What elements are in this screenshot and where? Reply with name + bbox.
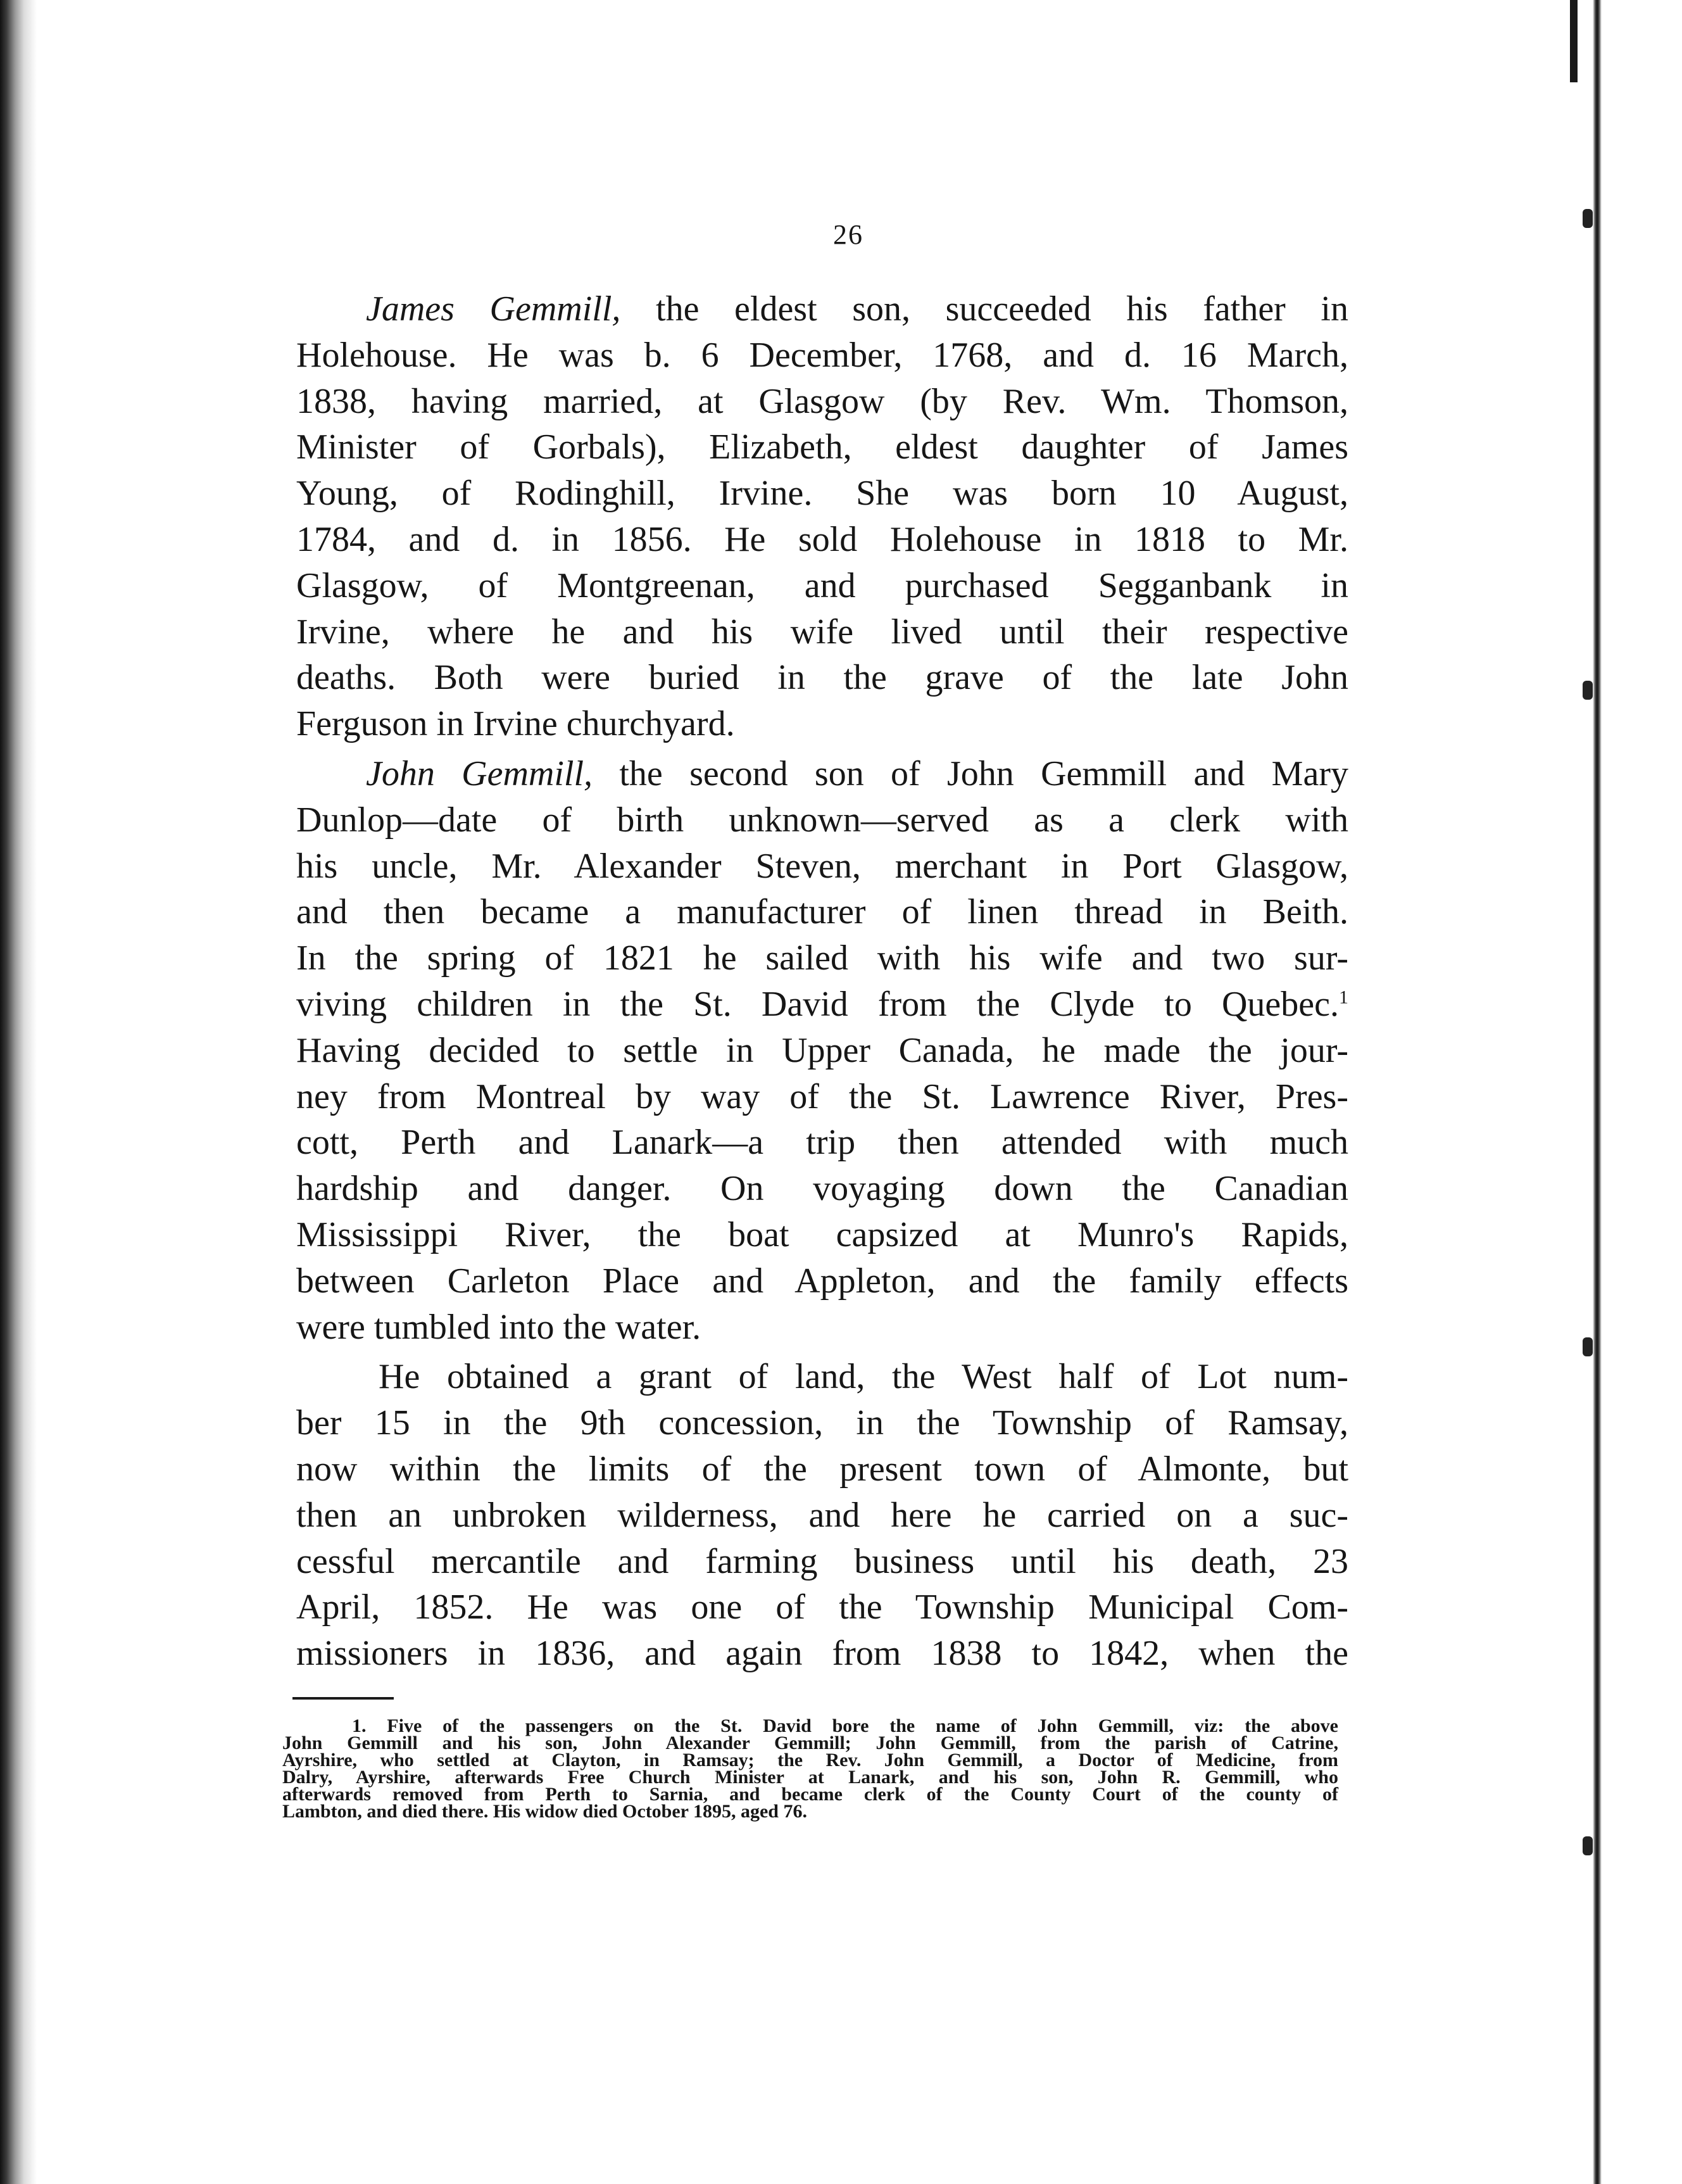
- paragraph-line: and then became a manufacturer of linen thread in Beith.: [296, 892, 1348, 932]
- paragraph-line: his uncle, Mr. Alexander Steven, merchant in Port Glasgow,: [296, 846, 1348, 886]
- paragraph-line: ber 15 in the 9th concession, in the Township of Ramsay,: [296, 1403, 1348, 1443]
- footnote: [282, 1717, 1338, 1820]
- person-name: James Gemmill,: [366, 289, 621, 329]
- footnote-rule: [292, 1697, 394, 1700]
- edge-mark: [1583, 1836, 1593, 1855]
- paragraph: [296, 1354, 1348, 1677]
- footnote-line: Dalry, Ayrshire, afterwards Free Church Minister at Lanark, and his son, John R. Gemmill, who: [282, 1767, 1338, 1788]
- paragraph-line: between Carleton Place and Appleton, and the family effects: [296, 1261, 1348, 1301]
- page-number: 26: [833, 219, 863, 250]
- person-name: John Gemmill,: [366, 754, 593, 793]
- paragraph-line: He obtained a grant of land, the West half of Lot num-: [379, 1357, 1348, 1397]
- paragraph-line: viving children in the St. David from the Clyde to Quebec.$^1$: [296, 984, 1348, 1024]
- paragraph: [296, 751, 1348, 1350]
- paragraph-line: Glasgow, of Montgreenan, and purchased Segganbank in: [296, 565, 1348, 605]
- paragraph-line: Irvine, where he and his wife lived until their respective: [296, 612, 1348, 652]
- body-text: [296, 286, 1348, 1677]
- footnote-line: Ayrshire, who settled at Clayton, in Ramsay; the Rev. John Gemmill, a Doctor of Medicine, from: [282, 1750, 1338, 1771]
- paragraph-line: In the spring of 1821 he sailed with his wife and two sur-: [296, 938, 1348, 978]
- paragraph-line: Holehouse. He was b. 6 December, 1768, and d. 16 March,: [296, 335, 1348, 375]
- paragraph-line: now within the limits of the present town of Almonte, but: [296, 1449, 1348, 1489]
- paragraph-line: cessful mercantile and farming business until his death, 23: [296, 1541, 1348, 1581]
- paragraph-line: Ferguson in Irvine churchyard.: [296, 704, 735, 744]
- paragraph-line: were tumbled into the water.: [296, 1307, 701, 1347]
- scan-edge-shadow: [1570, 0, 1578, 82]
- scan-page-gutter: [0, 0, 37, 2184]
- paragraph-line: Having decided to settle in Upper Canada, he made the jour-: [296, 1030, 1348, 1070]
- paragraph-line: April, 1852. He was one of the Township Municipal Com-: [296, 1588, 1348, 1627]
- scan-right-edge: [1593, 0, 1602, 2184]
- paragraph-line: deaths. Both were buried in the grave of the late John: [296, 658, 1348, 698]
- footnote-line: John Gemmill and his son, John Alexander Gemmill; John Gemmill, from the parish of Catrine,: [282, 1733, 1338, 1753]
- paragraph-line: Dunlop—date of birth unknown—served as a clerk with: [296, 800, 1348, 840]
- paragraph-line: then an unbroken wilderness, and here he carried on a suc-: [296, 1495, 1348, 1535]
- paragraph: [296, 286, 1348, 747]
- paragraph-line: 1838, having married, at Glasgow (by Rev. Wm. Thomson,: [296, 381, 1348, 421]
- paragraph-line: hardship and danger. On voyaging down the Canadian: [296, 1169, 1348, 1209]
- paragraph-line: 1784, and d. in 1856. He sold Holehouse in 1818 to Mr.: [296, 519, 1348, 559]
- edge-mark: [1583, 681, 1593, 700]
- footnote-line: Lambton, and died there. His widow died October 1895, aged 76.: [282, 1801, 807, 1822]
- paragraph-line: missioners in 1836, and again from 1838 to 1842, when the: [296, 1634, 1348, 1674]
- paragraph-line: James Gemmill, the eldest son, succeeded his father in: [366, 289, 1348, 329]
- paragraph-line: Mississippi River, the boat capsized at Munro's Rapids,: [296, 1215, 1348, 1254]
- paragraph-line: ney from Montreal by way of the St. Lawrence River, Pres-: [296, 1076, 1348, 1116]
- footnote-line: 1. Five of the passengers on the St. David bore the name of John Gemmill, viz: the above: [352, 1715, 1338, 1736]
- paragraph-line: cott, Perth and Lanark—a trip then attended with much: [296, 1123, 1348, 1163]
- footnote-ref: 1: [1339, 987, 1348, 1008]
- paragraph-line: Young, of Rodinghill, Irvine. She was born 10 August,: [296, 474, 1348, 514]
- edge-mark: [1583, 1337, 1593, 1356]
- paragraph-line: Minister of Gorbals), Elizabeth, eldest daughter of James: [296, 427, 1348, 467]
- paragraph-line: John Gemmill, the second son of John Gemmill and Mary: [366, 754, 1348, 793]
- edge-mark: [1583, 209, 1593, 228]
- footnote-line: afterwards removed from Perth to Sarnia, and became clerk of the County Court of the county of: [282, 1784, 1338, 1805]
